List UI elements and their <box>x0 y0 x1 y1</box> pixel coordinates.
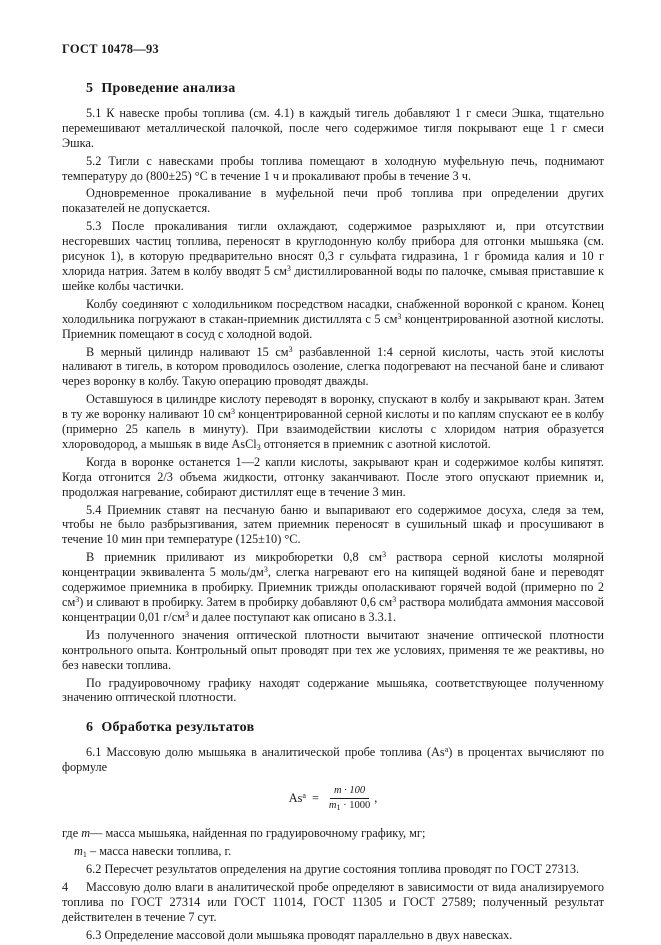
paragraph: В приемник приливают из микробюретки 0,8 $см^3$ раствора серной кислоты молярной концентрации эквивалента 5 моль/$дм^3$, слегка нагревают его на кипящей водяной бане и переводят содержимое приемника в пробирку. Приемник трижды ополаскивают горячей водой (примерно по 2 $см^3$) и сливают в пробирку. Затем в пробирку добавляют 0,6 $см^3$ раствора молибдата аммония массовой концентрации 0,01 $г/см^3$ и далее поступают как описано в 3.3.1. <box>62 550 605 624</box>
section-title: Проведение анализа <box>101 81 236 96</box>
formula: As$^a$ = $\frac{m \cdot 100}{m_1 \cdot 1000}$ , <box>288 785 378 813</box>
document-header: ГОСТ 10478—93 <box>62 42 159 56</box>
paragraph: Оставшуюся в цилиндре кислоту переводят в воронку, спускают в колбу и закрывают кран. Затем в ту же воронку наливают 10 $см^3$ концентрированной серной кислоты и по каплям спускают ее в колбу (примерно 25 капель в минуту). При взаимодействии кислоты с хлоридом натрия образуется хлороводород, а мышьяк в виде AsCl$_3$ отгоняется в приемник с азотной кислотой. <box>62 392 604 452</box>
paragraph: Колбу соединяют с холодильником посредством насадки, снабженной воронкой с краном. Конец холодильника погружают в стакан-приемник дистиллята с 5 $см^3$ концентрированной азотной кислоты. Приемник помещают в сосуд с холодной водой. <box>62 296 604 341</box>
paragraph: 5.3 После прокаливания тигли охлаждают, содержимое разрыхляют и, при отсутствии несгоревших частиц топлива, переносят в круглодонную колбу прибора для отгонки мышьяка (см. рисунок 1), в которую предварительно вносят 0,3 г сульфата гидразина, 1 г бромида калия и 10 г хлорида натрия. Затем в колбу вводят 5 $см^3$ дистиллированной воды по палочке, смывая приставшие к шейке колбы частички. <box>62 219 604 293</box>
paragraph: 6.3 Определение массовой доли мышьяка проводят параллельно в двух навесках. <box>86 927 513 942</box>
section-title: Обработка результатов <box>101 720 255 736</box>
definition: $m_1$ – масса навески топлива, г. <box>74 843 232 859</box>
paragraph: 5.4 Приемник ставят на песчаную баню и выпаривают его содержимое досуха, следя за тем, чтобы не было разбрызгивания, затем приемник переносят в сушильный шкаф и просушивают в течение 10 мин при температуре (125±10) °С. <box>62 502 604 547</box>
section-number: 5 <box>86 81 94 96</box>
document-body <box>62 70 604 945</box>
paragraph: 5.2 Тигли с навесками пробы топлива помещают в холодную муфельную печь, поднимают температуру до (800±25) °С в течение 1 ч и прокаливают пробы в течение 3 ч. <box>62 153 604 183</box>
section-5-heading <box>86 82 604 97</box>
paragraph: 6.2 Пересчет результатов определения на другие состояния топлива проводят по ГОСТ 27313. <box>86 861 580 876</box>
paragraph: По градуировочному графику находят содержание мышьяка, соответствующее полученному значению оптической плотности. <box>62 675 604 705</box>
paragraph: В мерный цилиндр наливают 15 $см^3$ разбавленной 1:4 серной кислоты, часть этой кислоты наливают в тигель, в котором проводилось озоление, слегка подогревают на песчаной бане и сливают через воронку в колбу. Такую операцию проводят дважды. <box>62 344 604 389</box>
paragraph: 6.1 Массовую долю мышьяка в аналитической пробе топлива (As$^a$) в процентах вычисляют по формуле <box>62 745 605 775</box>
paragraph: Из полученного значения оптической плотности вычитают значение оптической плотности контрольного опыта. Контрольный опыт проводят при тех же условиях, применяя те же реактивы, но без навески топлива. <box>62 627 604 672</box>
paragraph: Одновременное прокаливание в муфельной печи проб топлива при определении других показателей не допускается. <box>62 186 604 216</box>
page-number: 4 <box>62 880 69 894</box>
formula-fraction: $\frac{m \cdot 100}{m_1 \cdot 1000}$ <box>328 785 371 813</box>
paragraph: Массовую долю влаги в аналитической пробе определяют в зависимости от вида анализируемого топлива по ГОСТ 27314 или ГОСТ 11014, ГОСТ 11305 и ГОСТ 27589; полученный результат действителен в течение 7 сут. <box>62 879 604 924</box>
definition: где m— масса мышьяка, найденная по градуировочному графику, мг; <box>62 826 426 841</box>
paragraph: Когда в воронке останется 1—2 капли кислоты, закрывают кран и содержимое колбы кипятят. Когда отгонится 2/3 объема жидкости, отгонку заканчивают. После этого опускают приемник и, продолжая нагревание, собирают дистиллят еще в течение 3 мин. <box>62 454 604 499</box>
section-number: 6 <box>86 720 94 736</box>
section-6-heading <box>86 721 604 736</box>
paragraph: 5.1 К навеске пробы топлива (см. 4.1) в каждый тигель добавляют 1 г смеси Эшка, тщательно перемешивают металлической палочкой, после чего содержимое тигля покрывают еще 1 г смеси Эшка. <box>62 105 604 150</box>
